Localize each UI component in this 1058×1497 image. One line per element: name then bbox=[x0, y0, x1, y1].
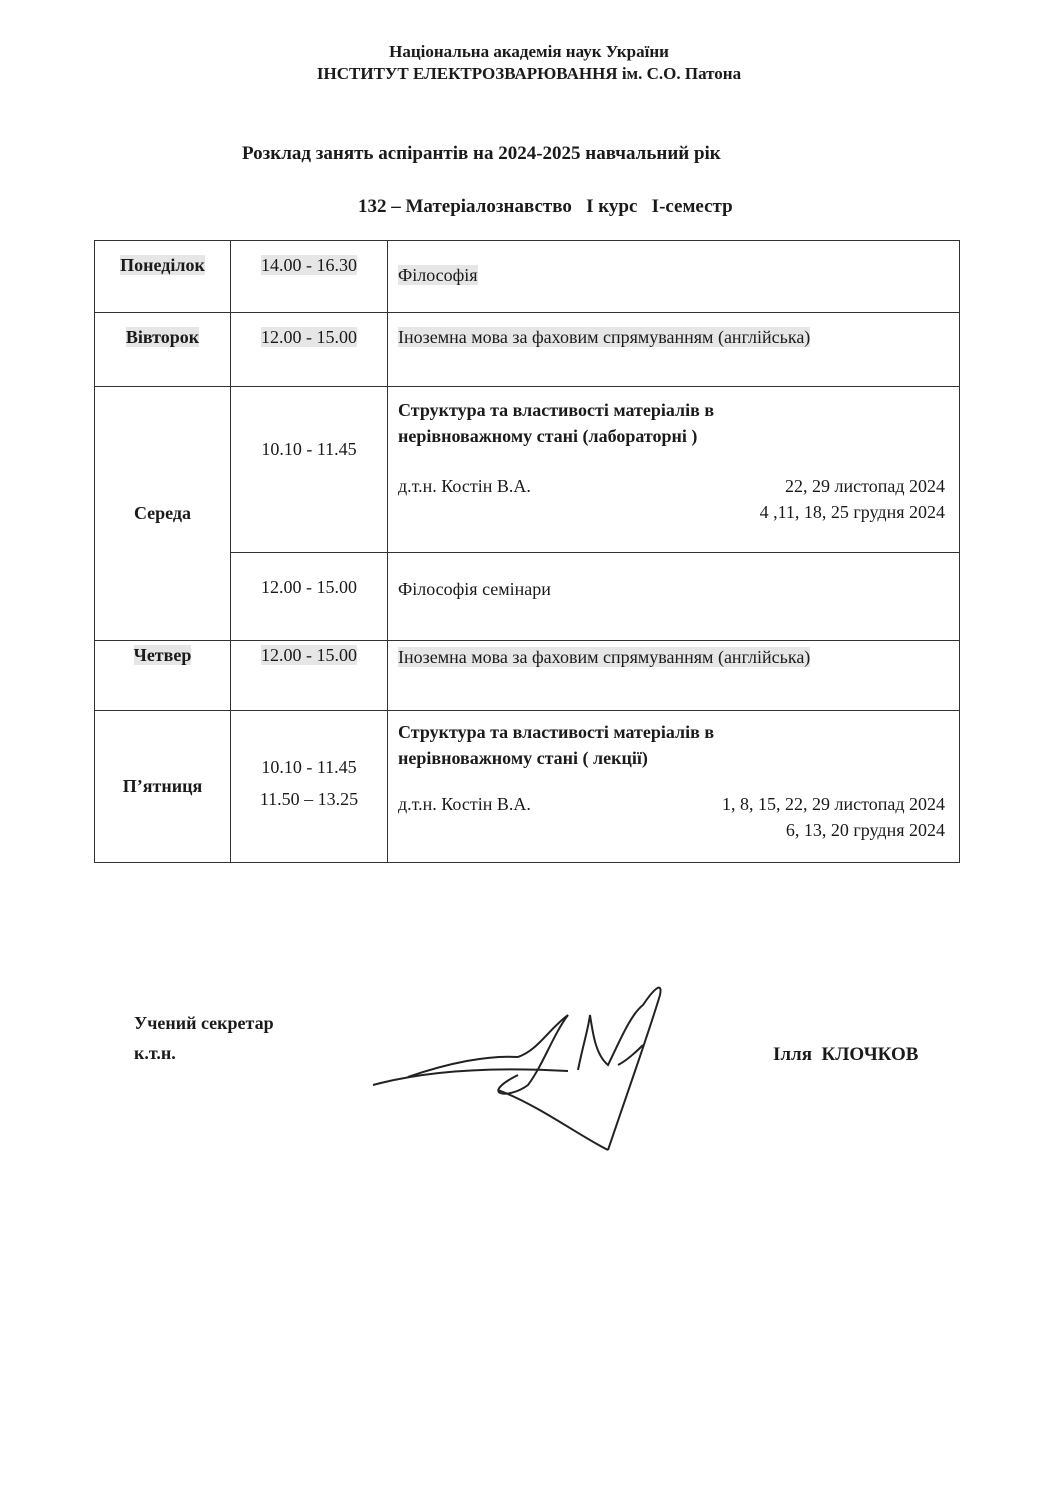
time-cell bbox=[231, 711, 388, 863]
time-cell bbox=[231, 387, 388, 553]
time-friday-1: 10.10 - 11.45 bbox=[261, 757, 357, 777]
day-label-wednesday: Середа bbox=[133, 503, 192, 523]
time-wednesday-lab: 10.10 - 11.45 bbox=[261, 439, 357, 459]
table-row-monday bbox=[95, 241, 960, 313]
time-friday-2: 11.50 – 13.25 bbox=[259, 789, 359, 809]
subject-wednesday-lab-line2: нерівноважному стані (лабораторні ) bbox=[398, 426, 698, 446]
day-cell bbox=[95, 641, 231, 711]
subject-friday-line1: Структура та властивості матеріалів в bbox=[398, 722, 715, 742]
signatory-degree: к.т.н. bbox=[134, 1043, 176, 1063]
time-wednesday-seminar: 12.00 - 15.00 bbox=[261, 577, 357, 597]
subject-cell bbox=[388, 553, 960, 641]
signatory-name: Ілля КЛОЧКОВ bbox=[773, 1044, 919, 1065]
schedule-table bbox=[94, 240, 960, 863]
time-monday: 14.00 - 16.30 bbox=[261, 255, 357, 275]
table-row-thursday bbox=[95, 641, 960, 711]
time-tuesday: 12.00 - 15.00 bbox=[261, 327, 357, 347]
day-cell bbox=[95, 241, 231, 313]
dates-wednesday-1: 22, 29 листопад 2024 bbox=[784, 476, 945, 496]
subject-cell bbox=[388, 711, 960, 863]
institute-name: ІНСТИТУТ ЕЛЕКТРОЗВАРЮВАННЯ ім. С.О. Патона bbox=[316, 64, 742, 83]
subject-cell bbox=[388, 641, 960, 711]
table-row-friday bbox=[95, 711, 960, 863]
subject-thursday: Іноземна мова за фаховим спрямуванням (англійська) bbox=[398, 647, 811, 667]
time-cell bbox=[231, 313, 388, 387]
time-cell bbox=[231, 641, 388, 711]
academy-name: Національна академія наук України bbox=[389, 42, 669, 61]
day-label-thursday: Четвер bbox=[133, 645, 192, 665]
day-label-tuesday: Вівторок bbox=[125, 327, 200, 347]
day-cell bbox=[95, 711, 231, 863]
subject-cell bbox=[388, 313, 960, 387]
table-row-wednesday-lab bbox=[95, 387, 960, 553]
time-cell bbox=[231, 241, 388, 313]
subject-wednesday-lab-line1: Структура та властивості матеріалів в bbox=[398, 400, 715, 420]
day-cell bbox=[95, 387, 231, 641]
page-title: Розклад занять аспірантів на 2024-2025 навчальний рік bbox=[242, 143, 721, 164]
handwritten-signature bbox=[368, 975, 668, 1165]
subject-tuesday: Іноземна мова за фаховим спрямуванням (англійська) bbox=[398, 327, 811, 347]
subject-monday: Філософія bbox=[398, 265, 478, 285]
signatory-position: Учений секретар bbox=[134, 1013, 274, 1033]
day-label-monday: Понеділок bbox=[120, 255, 205, 275]
teacher-wednesday: д.т.н. Костін В.А. bbox=[398, 476, 531, 496]
specialty-line: 132 – Матеріалознавство І курс І-семестр bbox=[358, 196, 733, 217]
day-cell bbox=[95, 313, 231, 387]
subject-cell bbox=[388, 387, 960, 553]
day-label-friday: П’ятниця bbox=[122, 776, 203, 796]
subject-friday-line2: нерівноважному стані ( лекції) bbox=[398, 748, 648, 768]
table-row-tuesday bbox=[95, 313, 960, 387]
subject-cell bbox=[388, 241, 960, 313]
signatory-block bbox=[134, 1008, 274, 1068]
teacher-friday: д.т.н. Костін В.А. bbox=[398, 794, 531, 814]
time-cell bbox=[231, 553, 388, 641]
dates-friday-1: 1, 8, 15, 22, 29 листопад 2024 bbox=[721, 794, 945, 814]
subject-wednesday-seminar: Філософія семінари bbox=[398, 579, 551, 599]
dates-friday-2: 6, 13, 20 грудня 2024 bbox=[785, 820, 945, 840]
time-thursday: 12.00 - 15.00 bbox=[261, 645, 357, 665]
dates-wednesday-2: 4 ,11, 18, 25 грудня 2024 bbox=[759, 502, 945, 522]
